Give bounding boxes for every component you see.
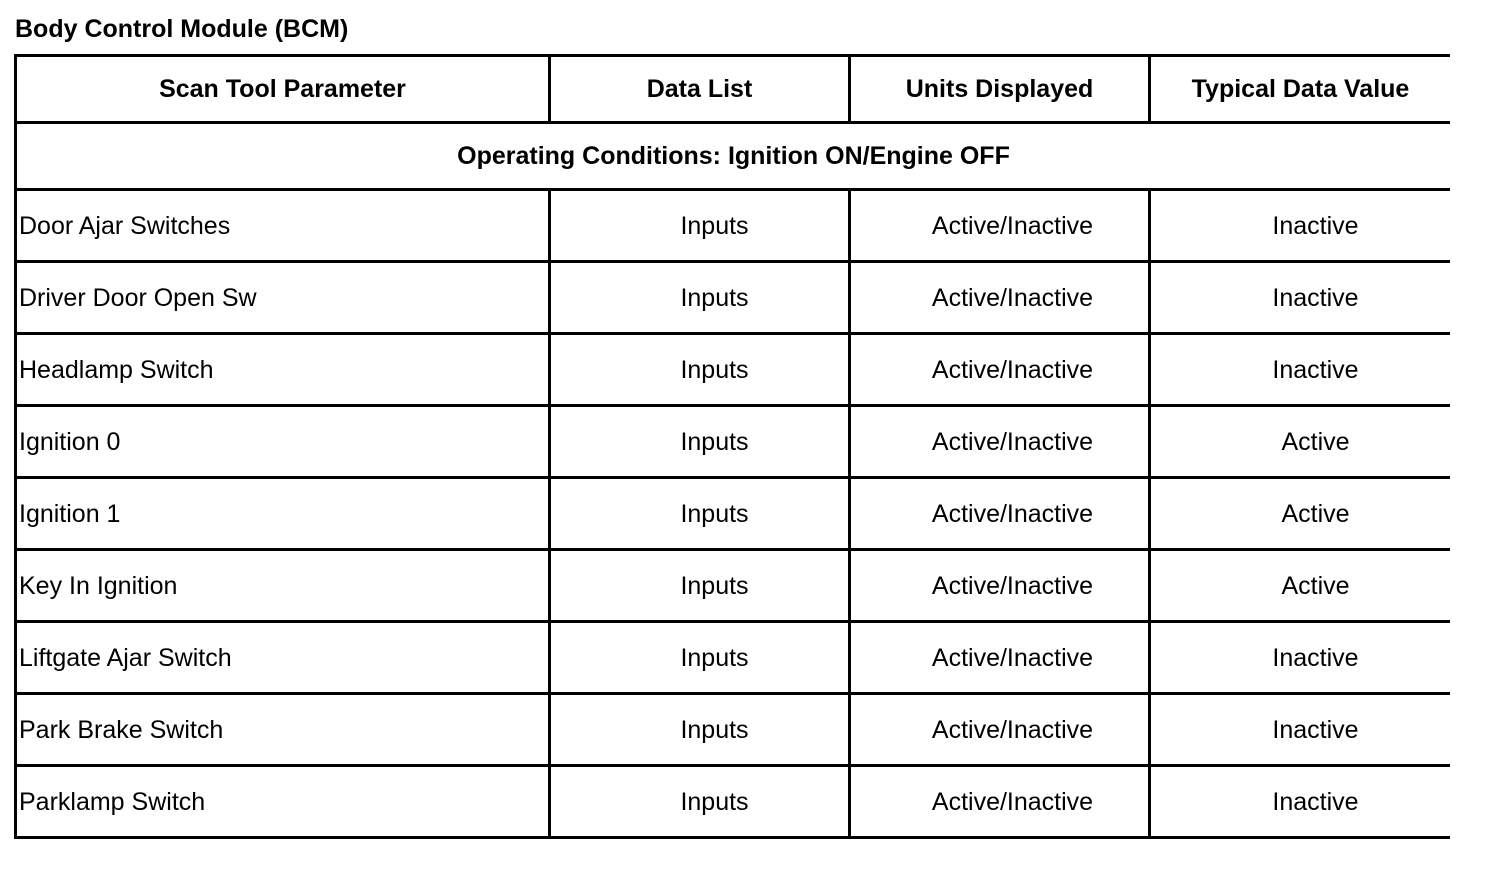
table-row: [16, 550, 1451, 622]
cell-data-list: Inputs: [550, 766, 850, 838]
cell-data-list: Inputs: [550, 262, 850, 334]
cell-data-list: Inputs: [550, 478, 850, 550]
header-typical-data-value: Typical Data Value: [1150, 56, 1451, 123]
cell-parameter: Key In Ignition: [16, 550, 550, 622]
cell-units-displayed: Active/Inactive: [850, 694, 1150, 766]
cell-parameter: Door Ajar Switches: [16, 190, 550, 262]
cell-parameter: Ignition 1: [16, 478, 550, 550]
header-scan-tool-parameter: Scan Tool Parameter: [16, 56, 550, 123]
cell-typical-data-value: Active: [1150, 550, 1451, 622]
cell-typical-data-value: Active: [1150, 406, 1451, 478]
table-row: [16, 190, 1451, 262]
cell-typical-data-value: Inactive: [1150, 766, 1451, 838]
cell-data-list: Inputs: [550, 694, 850, 766]
cell-data-list: Inputs: [550, 334, 850, 406]
scan-tool-data-table: [14, 54, 1450, 839]
cell-typical-data-value: Inactive: [1150, 262, 1451, 334]
cell-units-displayed: Active/Inactive: [850, 622, 1150, 694]
cell-typical-data-value: Active: [1150, 478, 1451, 550]
cell-typical-data-value: Inactive: [1150, 622, 1451, 694]
cell-data-list: Inputs: [550, 622, 850, 694]
cell-units-displayed: Active/Inactive: [850, 766, 1150, 838]
cell-units-displayed: Active/Inactive: [850, 334, 1150, 406]
cell-units-displayed: Active/Inactive: [850, 190, 1150, 262]
table-row: [16, 262, 1451, 334]
table-row: [16, 334, 1451, 406]
cell-data-list: Inputs: [550, 406, 850, 478]
table-row: [16, 766, 1451, 838]
cell-typical-data-value: Inactive: [1150, 190, 1451, 262]
cell-units-displayed: Active/Inactive: [850, 550, 1150, 622]
data-table-container: [14, 54, 1450, 890]
cell-parameter: Park Brake Switch: [16, 694, 550, 766]
table-header-row: [16, 56, 1451, 123]
cell-units-displayed: Active/Inactive: [850, 406, 1150, 478]
cell-parameter: Ignition 0: [16, 406, 550, 478]
cell-data-list: Inputs: [550, 550, 850, 622]
header-data-list: Data List: [550, 56, 850, 123]
header-units-displayed: Units Displayed: [850, 56, 1150, 123]
operating-conditions: Operating Conditions: Ignition ON/Engine OFF: [16, 123, 1451, 190]
cell-parameter: Parklamp Switch: [16, 766, 550, 838]
table-row: [16, 406, 1451, 478]
cell-parameter: Driver Door Open Sw: [16, 262, 550, 334]
page-title: Body Control Module (BCM): [15, 15, 349, 43]
table-row: [16, 622, 1451, 694]
cell-units-displayed: Active/Inactive: [850, 262, 1150, 334]
cell-data-list: Inputs: [550, 190, 850, 262]
table-row: [16, 478, 1451, 550]
cell-parameter: Liftgate Ajar Switch: [16, 622, 550, 694]
cell-typical-data-value: Inactive: [1150, 334, 1451, 406]
operating-conditions-row: [16, 123, 1451, 190]
cell-typical-data-value: Inactive: [1150, 694, 1451, 766]
cell-units-displayed: Active/Inactive: [850, 478, 1150, 550]
cell-parameter: Headlamp Switch: [16, 334, 550, 406]
table-row: [16, 694, 1451, 766]
